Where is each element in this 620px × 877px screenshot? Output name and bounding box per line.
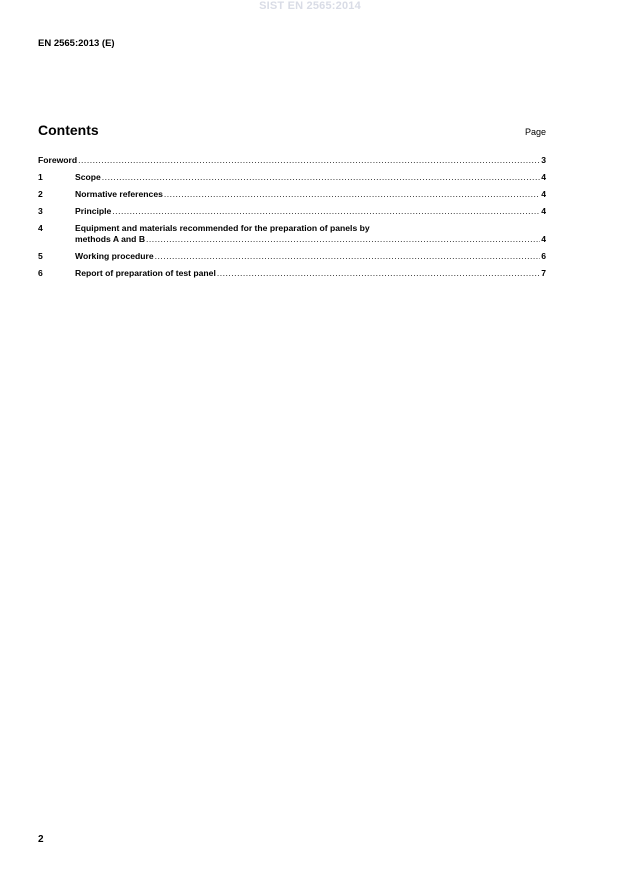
toc-entry-page: 4 — [541, 172, 546, 182]
document-id: EN 2565:2013 (E) — [38, 38, 115, 49]
toc-entry-title: Principle — [75, 206, 112, 216]
toc-entry-number: 1 — [38, 172, 43, 182]
toc-entry-page: 4 — [541, 234, 546, 244]
toc-entry-normative-references[interactable] — [38, 189, 546, 200]
toc-entry-equipment-and-materials[interactable] — [38, 223, 546, 245]
toc-entry-principle[interactable] — [38, 206, 546, 217]
contents-heading: Contents — [38, 122, 99, 138]
dot-leader — [155, 251, 541, 262]
toc-entry-title: Working procedure — [75, 251, 154, 261]
toc-entry-page: 4 — [541, 189, 546, 199]
page-column-label: Page — [524, 127, 546, 137]
toc-entry-title: Report of preparation of test panel — [75, 268, 216, 278]
dot-leader — [78, 155, 540, 166]
toc-entry-page: 4 — [541, 206, 546, 216]
toc-entry-scope[interactable] — [38, 172, 546, 183]
dot-leader — [217, 268, 540, 279]
dot-leader — [164, 189, 540, 200]
toc-entry-page: 6 — [541, 251, 546, 261]
page-number: 2 — [38, 834, 44, 845]
toc-entry-number: 2 — [38, 189, 43, 199]
table-of-contents — [38, 155, 546, 285]
toc-entry-foreword[interactable] — [38, 155, 546, 166]
toc-entry-title: Normative references — [75, 189, 163, 199]
dot-leader — [146, 234, 540, 245]
toc-entry-number: 6 — [38, 268, 43, 278]
watermark: SIST EN 2565:2014 — [259, 0, 361, 12]
toc-entry-page: 3 — [541, 155, 546, 165]
dot-leader — [102, 172, 540, 183]
toc-entry-title-line2: methods A and B — [75, 234, 146, 244]
toc-entry-page: 7 — [541, 268, 546, 278]
toc-entry-title-line1: Equipment and materials recommended for the preparation of panels by — [75, 223, 370, 233]
toc-entry-number: 3 — [38, 206, 43, 216]
toc-entry-number: 5 — [38, 251, 43, 261]
dot-leader — [112, 206, 540, 217]
toc-entry-title: Foreword — [38, 155, 78, 165]
toc-entry-number: 4 — [38, 223, 43, 233]
toc-entry-report[interactable] — [38, 268, 546, 279]
toc-entry-working-procedure[interactable] — [38, 251, 546, 262]
toc-entry-title: Scope — [75, 172, 101, 182]
